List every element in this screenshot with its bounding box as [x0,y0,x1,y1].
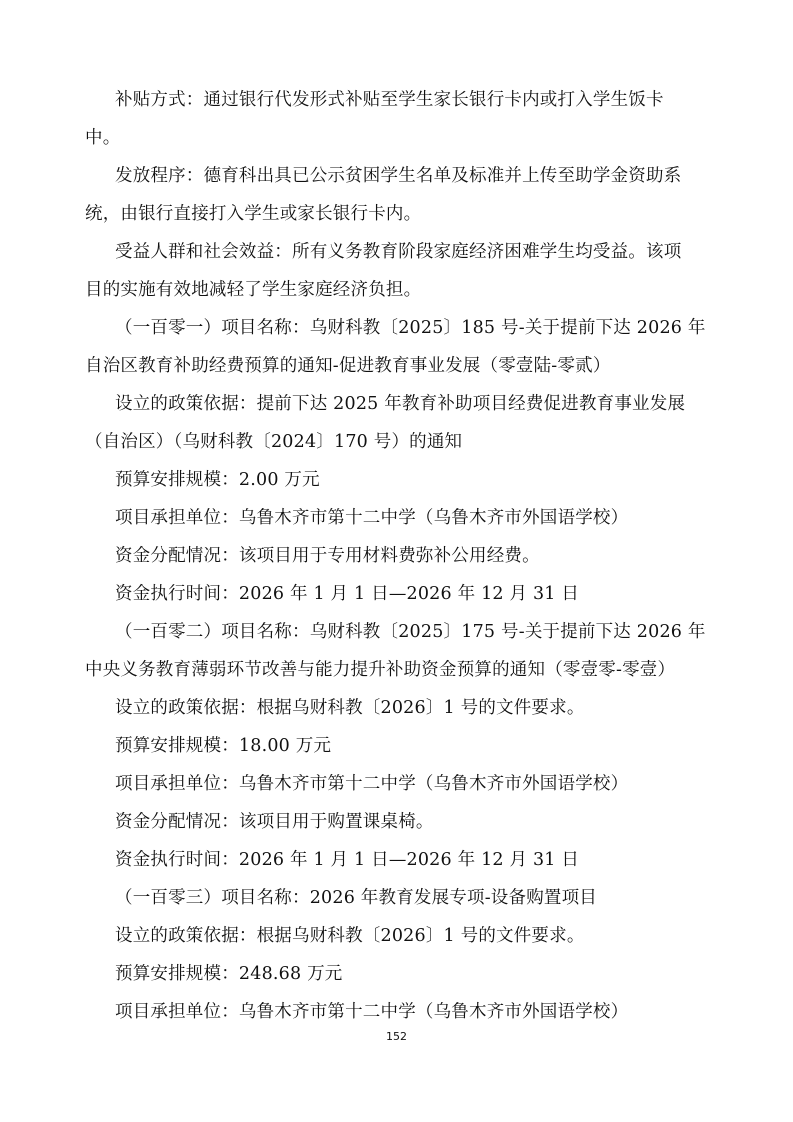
text-line: 中央义务教育薄弱环节改善与能力提升补助资金预算的通知（零壹零-零壹） [85,660,676,680]
text-line: 资金执行时间：2026 年 1 月 1 日—2026 年 12 月 31 日 [115,850,580,870]
text-line: 中。 [85,128,121,148]
text-line: 自治区教育补助经费预算的通知-促进教育事业发展（零壹陆-零贰） [85,356,611,376]
text-line: 补贴方式：通过银行代发形式补贴至学生家长银行卡内或打入学生饭卡 [115,90,664,110]
text-line: （一百零一）项目名称：乌财科教〔2025〕185 号-关于提前下达 2026 年 [115,318,706,338]
text-line: （一百零二）项目名称：乌财科教〔2025〕175 号-关于提前下达 2026 年 [115,622,706,642]
text-line: （自治区）（乌财科教〔2024〕170 号）的通知 [85,432,463,452]
text-line: 预算安排规模：248.68 万元 [115,964,343,984]
text-line: 设立的政策依据：根据乌财科教〔2026〕1 号的文件要求。 [115,698,585,718]
text-line: （一百零三）项目名称：2026 年教育发展专项-设备购置项目 [115,888,598,908]
text-line: 资金分配情况：该项目用于购置课桌椅。 [115,812,434,832]
text-line: 设立的政策依据：提前下达 2025 年教育补助项目经费促进教育事业发展 [115,394,686,414]
text-line: 项目承担单位：乌鲁木齐市第十二中学（乌鲁木齐市外国语学校） [115,508,629,528]
text-line: 项目承担单位：乌鲁木齐市第十二中学（乌鲁木齐市外国语学校） [115,774,629,794]
text-line: 项目承担单位：乌鲁木齐市第十二中学（乌鲁木齐市外国语学校） [115,1002,629,1022]
text-line: 统，由银行直接打入学生或家长银行卡内。 [85,204,422,224]
text-line: 受益人群和社会效益：所有义务教育阶段家庭经济困难学生均受益。该项 [115,242,682,262]
text-line: 资金执行时间：2026 年 1 月 1 日—2026 年 12 月 31 日 [115,584,580,604]
text-line: 设立的政策依据：根据乌财科教〔2026〕1 号的文件要求。 [115,926,585,946]
text-line: 发放程序：德育科出具已公示贫困学生名单及标准并上传至助学金资助系 [115,166,682,186]
page-number: 152 [386,1030,407,1043]
text-line: 预算安排规模：18.00 万元 [115,736,332,756]
text-line: 目的实施有效地减轻了学生家庭经济负担。 [85,280,422,300]
text-line: 预算安排规模：2.00 万元 [115,470,320,490]
text-line: 资金分配情况：该项目用于专用材料费弥补公用经费。 [115,546,540,566]
